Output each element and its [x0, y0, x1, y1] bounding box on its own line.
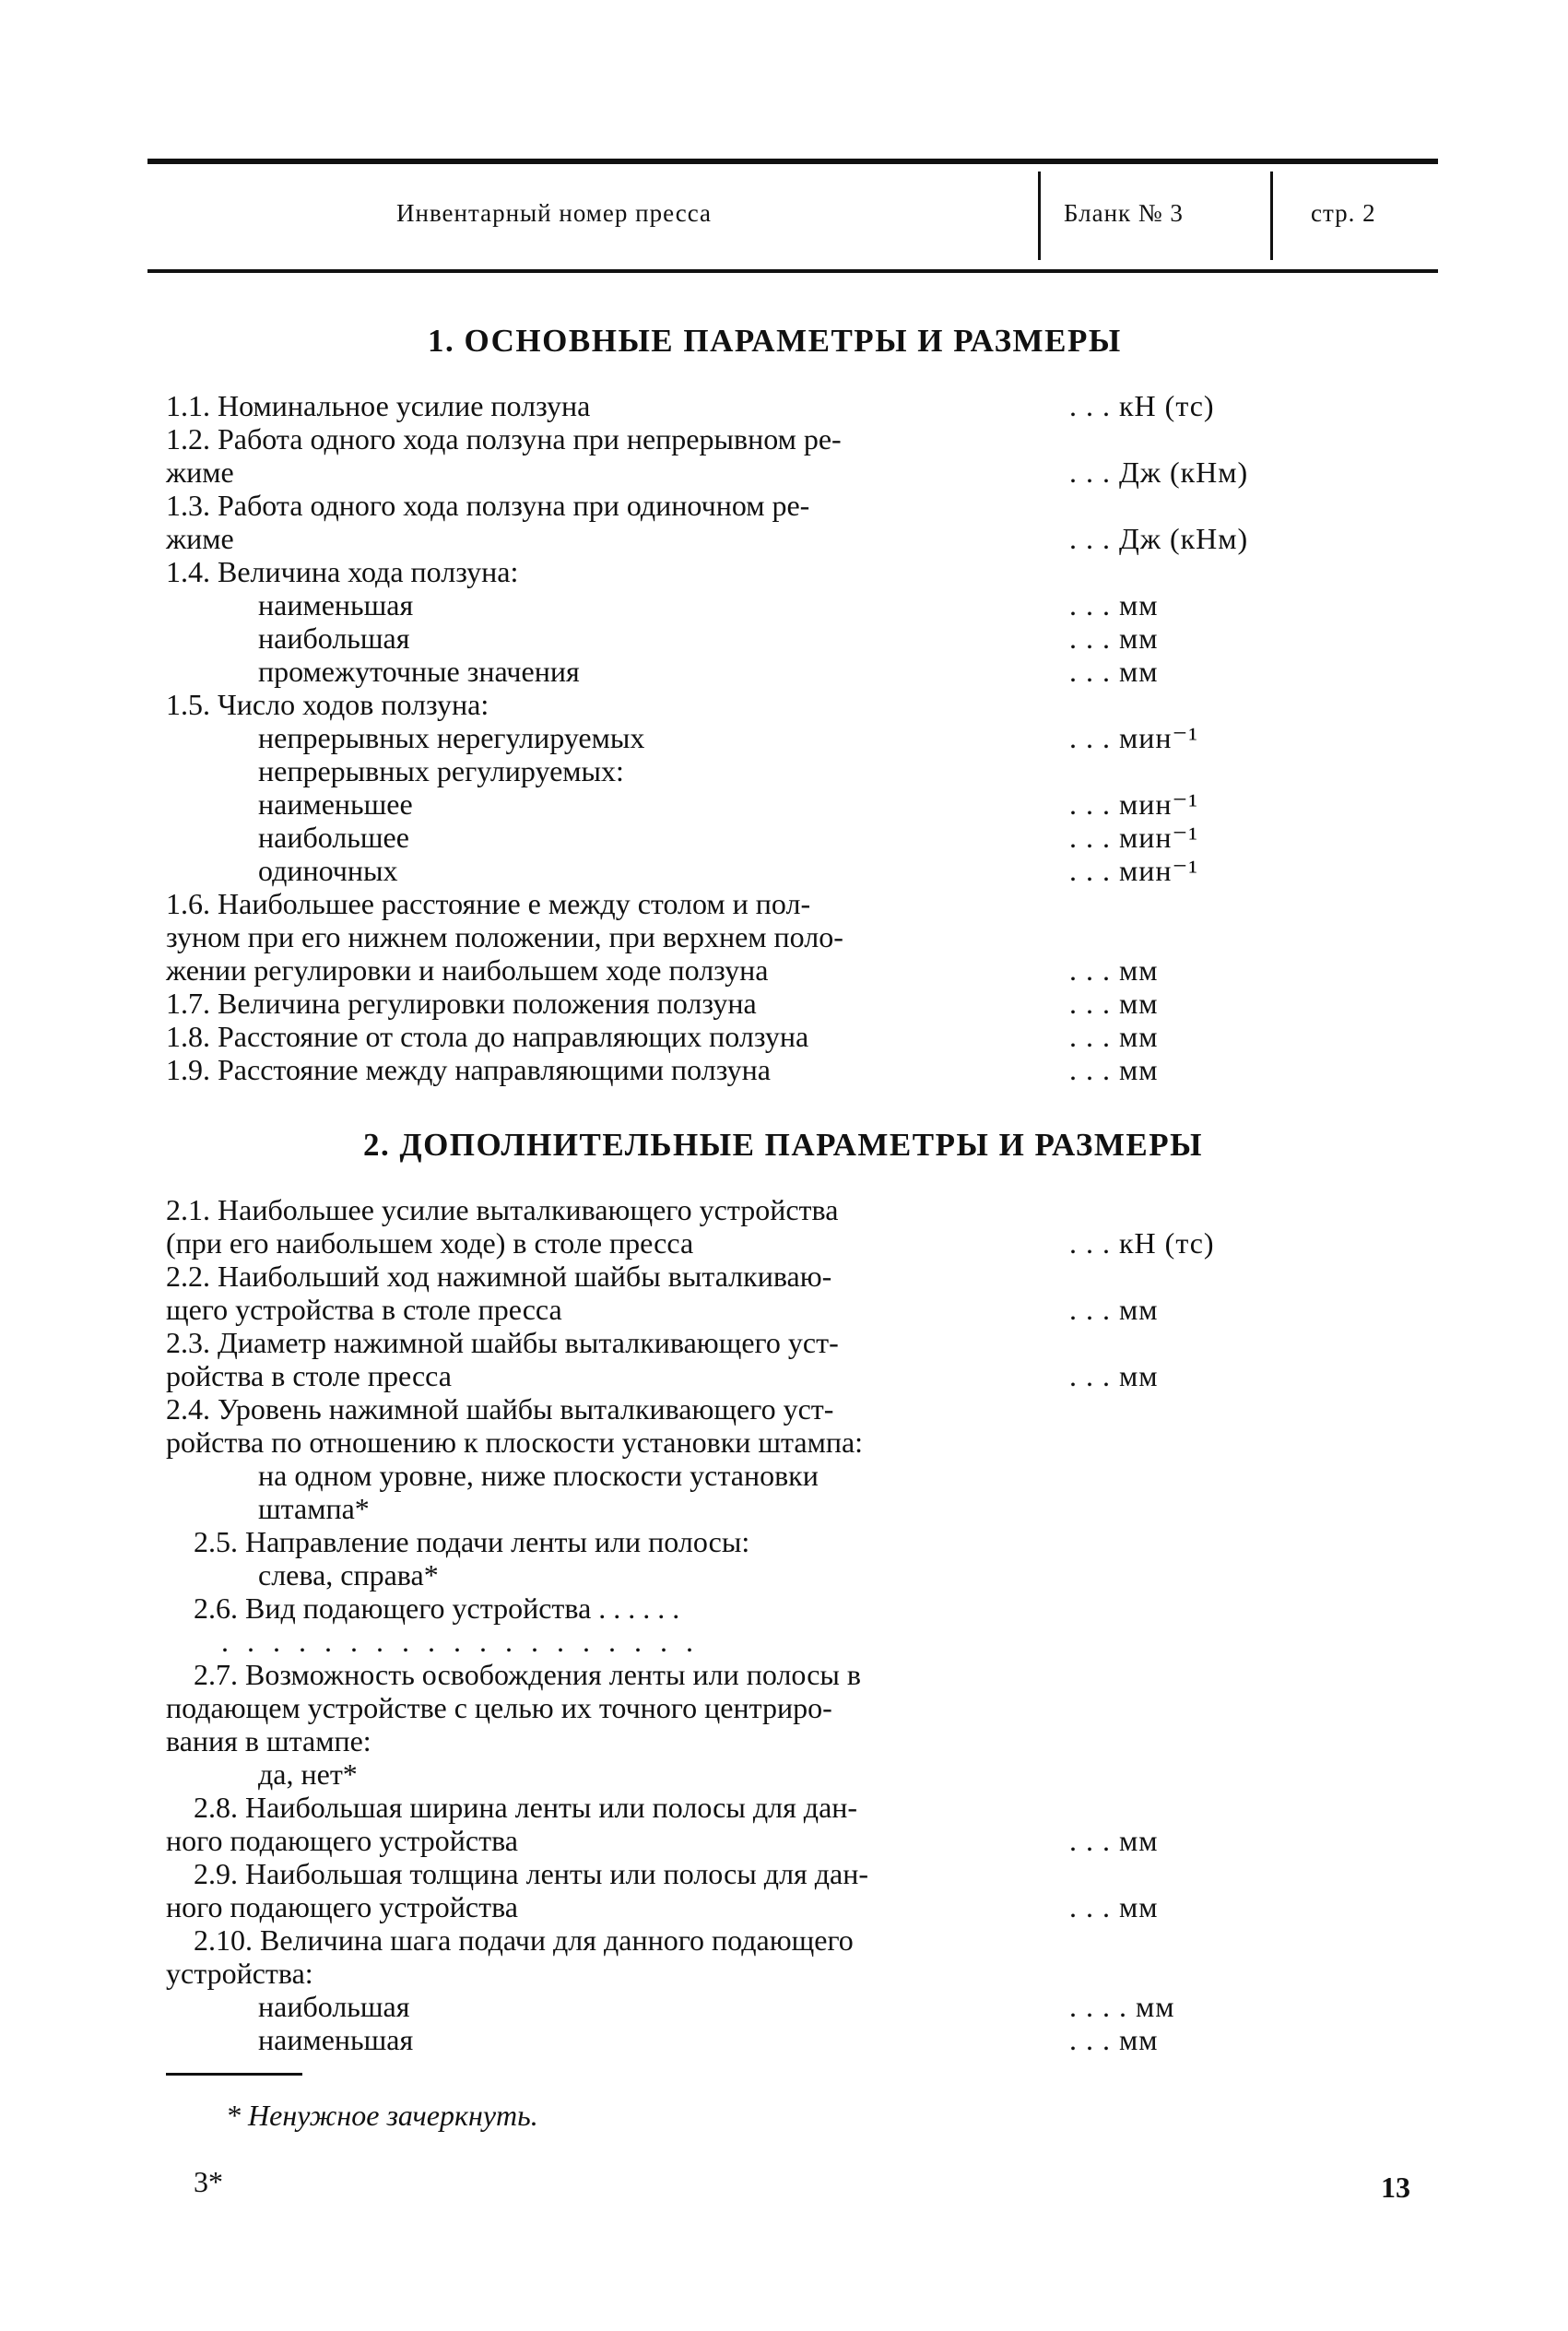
- item-text: 2.10. Величина шага подачи для данного подающего: [194, 1923, 854, 1957]
- item-unit: . . . кН (тс): [1069, 1226, 1215, 1260]
- item-text: непрерывных регулируемых:: [258, 754, 624, 787]
- list-item: [166, 1525, 1051, 1558]
- section-1-list: [166, 389, 1249, 1086]
- item-unit: . . . мм: [1069, 1890, 1159, 1923]
- item-text: 2.9. Наибольшая толщина ленты или полосы для дан-: [194, 1857, 869, 1890]
- item-text: жении регулировки и наибольшем ходе ползуна: [166, 953, 769, 987]
- item-text: 2.7. Возможность освобождения ленты или полосы в: [194, 1658, 862, 1691]
- list-item: [166, 1426, 1051, 1459]
- item-unit: . . . мин⁻¹: [1069, 821, 1198, 854]
- list-item: [166, 1724, 1051, 1757]
- list-item: [166, 1923, 1051, 1957]
- form-number-label: Бланк № 3: [1064, 199, 1184, 227]
- item-text: 1.8. Расстояние от стола до направляющих ползуна: [166, 1020, 809, 1053]
- list-item: [166, 621, 1159, 655]
- item-unit: . . . мм: [1069, 1359, 1159, 1392]
- list-item: [166, 522, 1249, 555]
- item-text: одиночных: [258, 854, 398, 887]
- signature-mark: 3*: [194, 2165, 223, 2198]
- list-item: [166, 1625, 1051, 1658]
- footnote-rule: [166, 2073, 302, 2076]
- list-item: [166, 489, 1051, 522]
- item-text: да, нет*: [258, 1757, 358, 1791]
- page-label: стр. 2: [1311, 199, 1376, 227]
- item-text: 1.9. Расстояние между направляющими ползуна: [166, 1053, 771, 1086]
- list-item: [166, 920, 1051, 953]
- item-text: ного подающего устройства: [166, 1890, 518, 1923]
- item-unit: . . . мм: [1069, 1053, 1159, 1086]
- item-text: (при его наибольшем ходе) в столе пресса: [166, 1226, 694, 1260]
- list-item: [166, 422, 1051, 456]
- list-item: [166, 1558, 1051, 1591]
- item-unit: . . . мм: [1069, 2023, 1159, 2056]
- item-unit: . . . мин⁻¹: [1069, 787, 1198, 821]
- item-text: наименьшая: [258, 2023, 414, 2056]
- list-item: [166, 555, 1051, 588]
- item-unit: . . . кН (тс): [1069, 389, 1215, 422]
- item-text: 1.5. Число ходов ползуна:: [166, 688, 489, 721]
- item-text: промежуточные значения: [258, 655, 580, 688]
- item-unit: . . . мм: [1069, 1020, 1159, 1053]
- item-text: зуном при его нижнем положении, при верхнем поло-: [166, 920, 843, 953]
- list-item: [166, 588, 1159, 621]
- list-item: [166, 1691, 1051, 1724]
- list-item: [166, 1492, 1051, 1525]
- list-item: [166, 1293, 1159, 1326]
- list-item: [166, 854, 1198, 887]
- item-text: 2.1. Наибольшее усилие выталкивающего устройства: [166, 1193, 839, 1226]
- item-text: ройства в столе пресса: [166, 1359, 452, 1392]
- list-item: [166, 1459, 1051, 1492]
- item-text: штампа*: [258, 1492, 370, 1525]
- list-item: [166, 1791, 1051, 1824]
- form-header: [147, 159, 1438, 273]
- item-unit: . . . Дж (кНм): [1069, 522, 1249, 555]
- list-item: [166, 688, 1051, 721]
- item-text: наибольшая: [258, 621, 410, 655]
- item-unit: . . . мм: [1069, 621, 1159, 655]
- list-item: [166, 1193, 1051, 1226]
- list-item: [166, 389, 1215, 422]
- item-text: . . . . . . . . . . . . . . . . . . .: [221, 1625, 699, 1658]
- list-item: [166, 1359, 1159, 1392]
- list-item: [166, 1857, 1051, 1890]
- list-item: [166, 1020, 1159, 1053]
- item-text: 2.6. Вид подающего устройства . . . . . .: [194, 1591, 680, 1625]
- list-item: [166, 1392, 1051, 1426]
- item-text: 1.1. Номинальное усилие ползуна: [166, 389, 591, 422]
- list-item: [166, 1053, 1159, 1086]
- item-text: 2.2. Наибольший ход нажимной шайбы выталкиваю-: [166, 1260, 832, 1293]
- item-text: наибольшая: [258, 1990, 410, 2023]
- list-item: [166, 953, 1159, 987]
- item-text: непрерывных нерегулируемых: [258, 721, 645, 754]
- header-top-rule: [147, 159, 1438, 164]
- item-unit: . . . . мм: [1069, 1990, 1175, 2023]
- item-text: наименьшее: [258, 787, 413, 821]
- section-2-list: [166, 1193, 1215, 2056]
- list-item: [166, 655, 1159, 688]
- item-text: 2.8. Наибольшая ширина ленты или полосы для дан-: [194, 1791, 858, 1824]
- item-text: наибольшее: [258, 821, 409, 854]
- list-item: [166, 1757, 1051, 1791]
- item-text: 1.4. Величина хода ползуна:: [166, 555, 519, 588]
- item-unit: . . . мин⁻¹: [1069, 854, 1198, 887]
- item-unit: . . . Дж (кНм): [1069, 456, 1249, 489]
- item-text: 2.3. Диаметр нажимной шайбы выталкивающего уст-: [166, 1326, 839, 1359]
- item-unit: . . . мм: [1069, 987, 1159, 1020]
- footnote: * Ненужное зачеркнуть.: [226, 2099, 538, 2132]
- item-unit: . . . мм: [1069, 588, 1159, 621]
- item-text: ройства по отношению к плоскости установки штампа:: [166, 1426, 864, 1459]
- item-text: устройства:: [166, 1957, 313, 1990]
- header-divider-2: [1270, 172, 1273, 260]
- item-text: щего устройства в столе пресса: [166, 1293, 562, 1326]
- item-text: наименьшая: [258, 588, 414, 621]
- item-unit: . . . мм: [1069, 1293, 1159, 1326]
- item-unit: . . . мм: [1069, 1824, 1159, 1857]
- list-item: [166, 1890, 1159, 1923]
- item-text: 1.2. Работа одного хода ползуна при непрерывном ре-: [166, 422, 842, 456]
- header-divider-1: [1038, 172, 1041, 260]
- list-item: [166, 1990, 1175, 2023]
- page-number: 13: [1381, 2171, 1410, 2204]
- inventory-number-label: Инвентарный номер пресса: [396, 199, 713, 227]
- list-item: [166, 721, 1198, 754]
- item-text: 2.4. Уровень нажимной шайбы выталкивающего уст-: [166, 1392, 834, 1426]
- item-text: подающем устройстве с целью их точного центриро-: [166, 1691, 832, 1724]
- section-1-title: 1. ОСНОВНЫЕ ПАРАМЕТРЫ И РАЗМЕРЫ: [428, 323, 1122, 359]
- item-text: жиме: [166, 456, 234, 489]
- item-text: 1.3. Работа одного хода ползуна при одиночном ре-: [166, 489, 810, 522]
- item-text: 1.6. Наибольшее расстояние e между столом и пол-: [166, 887, 811, 920]
- item-text: 1.7. Величина регулировки положения ползуна: [166, 987, 757, 1020]
- list-item: [166, 787, 1198, 821]
- list-item: [166, 1226, 1215, 1260]
- list-item: [166, 821, 1198, 854]
- list-item: [166, 1824, 1159, 1857]
- list-item: [166, 1658, 1051, 1691]
- list-item: [166, 1591, 1051, 1625]
- item-unit: . . . мин⁻¹: [1069, 721, 1198, 754]
- item-text: жиме: [166, 522, 234, 555]
- list-item: [166, 1326, 1051, 1359]
- item-unit: . . . мм: [1069, 953, 1159, 987]
- item-text: слева, справа*: [258, 1558, 439, 1591]
- item-text: на одном уровне, ниже плоскости установки: [258, 1459, 819, 1492]
- list-item: [166, 987, 1159, 1020]
- item-text: вания в штампе:: [166, 1724, 371, 1757]
- list-item: [166, 754, 1051, 787]
- item-text: 2.5. Направление подачи ленты или полосы:: [194, 1525, 750, 1558]
- item-unit: . . . мм: [1069, 655, 1159, 688]
- header-bottom-rule: [147, 269, 1438, 273]
- list-item: [166, 2023, 1159, 2056]
- section-2-title: 2. ДОПОЛНИТЕЛЬНЫЕ ПАРАМЕТРЫ И РАЗМЕРЫ: [363, 1127, 1203, 1163]
- list-item: [166, 1957, 1051, 1990]
- list-item: [166, 456, 1249, 489]
- list-item: [166, 887, 1051, 920]
- item-text: ного подающего устройства: [166, 1824, 518, 1857]
- list-item: [166, 1260, 1051, 1293]
